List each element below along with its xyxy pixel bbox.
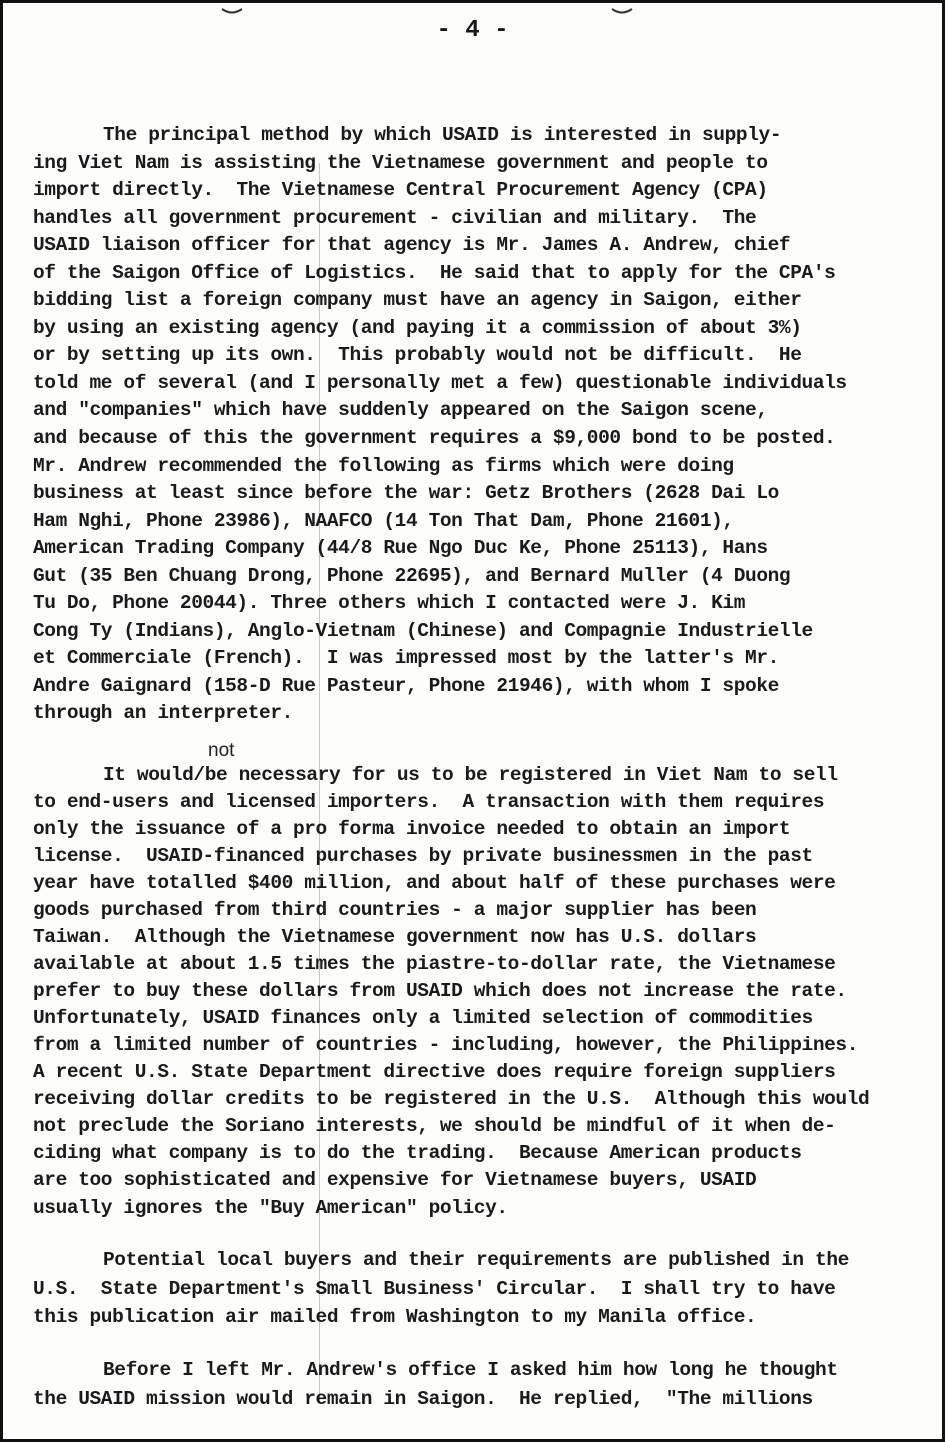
text-line: are too sophisticated and expensive for Vietnamese buyers, USAID: [33, 1169, 757, 1191]
text-line: Mr. Andrew recommended the following as firms which were doing: [33, 455, 734, 477]
text-line: American Trading Company (44/8 Rue Ngo Duc Ke, Phone 25113), Hans: [33, 537, 768, 559]
text-line: only the issuance of a pro forma invoice needed to obtain an import: [33, 818, 791, 840]
text-line: usually ignores the "Buy American" policy.: [33, 1197, 508, 1219]
text-line: or by setting up its own. This probably would not be difficult. He: [33, 344, 802, 366]
text-line: et Commerciale (French). I was impressed most by the latter's Mr.: [33, 647, 779, 669]
text-line: Potential local buyers and their requirements are published in the: [103, 1249, 849, 1271]
text-line: ciding what company is to do the trading. Because American products: [33, 1142, 802, 1164]
text-line: license. USAID-financed purchases by private businessmen in the past: [33, 845, 813, 867]
text-line: Andre Gaignard (158-D Rue Pasteur, Phone 21946), with whom I spoke: [33, 675, 779, 697]
text-line: bidding list a foreign company must have an agency in Saigon, either: [33, 289, 802, 311]
text-line: prefer to buy these dollars from USAID which does not increase the rate.: [33, 980, 847, 1002]
text-line: not preclude the Soriano interests, we should be mindful of it when de-: [33, 1115, 836, 1137]
insertion-text: not: [208, 740, 235, 761]
text-line: ing Viet Nam is assisting the Vietnamese government and people to: [33, 152, 768, 174]
text-line: told me of several (and I personally met a few) questionable individuals: [33, 372, 847, 394]
text-line: the USAID mission would remain in Saigon. He replied, "The millions: [33, 1388, 813, 1410]
text-line: It would/be necessary for us to be registered in Viet Nam to sell: [103, 764, 838, 786]
text-line: import directly. The Vietnamese Central Procurement Agency (CPA): [33, 179, 768, 201]
text-line: Gut (35 Ben Chuang Drong, Phone 22695), and Bernard Muller (4 Duong: [33, 565, 791, 587]
binding-mark: [611, 7, 633, 17]
text-line: A recent U.S. State Department directive does require foreign suppliers: [33, 1061, 836, 1083]
text-line: goods purchased from third countries - a major supplier has been: [33, 899, 757, 921]
text-line: Cong Ty (Indians), Anglo-Vietnam (Chinese) and Compagnie Industrielle: [33, 620, 813, 642]
text-line: USAID liaison officer for that agency is Mr. James A. Andrew, chief: [33, 234, 791, 256]
text-line: Taiwan. Although the Vietnamese government now has U.S. dollars: [33, 926, 757, 948]
text-line: from a limited number of countries - including, however, the Philippines.: [33, 1034, 859, 1056]
text-line: and "companies" which have suddenly appeared on the Saigon scene,: [33, 399, 768, 421]
text-line: U.S. State Department's Small Business' Circular. I shall try to have: [33, 1278, 836, 1300]
text-line: to end-users and licensed importers. A transaction with them requires: [33, 791, 825, 813]
text-line: through an interpreter.: [33, 702, 293, 724]
binding-mark: [221, 7, 243, 17]
text-line: and because of this the government requires a $9,000 bond to be posted.: [33, 427, 836, 449]
text-line: Tu Do, Phone 20044). Three others which I contacted were J. Kim: [33, 592, 746, 614]
text-line: handles all government procurement - civilian and military. The: [33, 207, 757, 229]
text-line: Before I left Mr. Andrew's office I asked him how long he thought: [103, 1359, 838, 1381]
text-line: The principal method by which USAID is interested in supply-: [103, 124, 782, 146]
text-line: available at about 1.5 times the piastre-to-dollar rate, the Vietnamese: [33, 953, 836, 975]
text-line: receiving dollar credits to be registered in the U.S. Although this would: [33, 1088, 870, 1110]
text-line: year have totalled $400 million, and about half of these purchases were: [33, 872, 836, 894]
text-line: Unfortunately, USAID finances only a limited selection of commodities: [33, 1007, 813, 1029]
text-line: Ham Nghi, Phone 23986), NAAFCO (14 Ton That Dam, Phone 21601),: [33, 510, 734, 532]
text-line: this publication air mailed from Washington to my Manila office.: [33, 1306, 757, 1328]
text-line: by using an existing agency (and paying it a commission of about 3%): [33, 317, 802, 339]
text-line: of the Saigon Office of Logistics. He said that to apply for the CPA's: [33, 262, 836, 284]
text-line: business at least since before the war: Getz Brothers (2628 Dai Lo: [33, 482, 779, 504]
page-number: - 4 -: [436, 17, 509, 44]
